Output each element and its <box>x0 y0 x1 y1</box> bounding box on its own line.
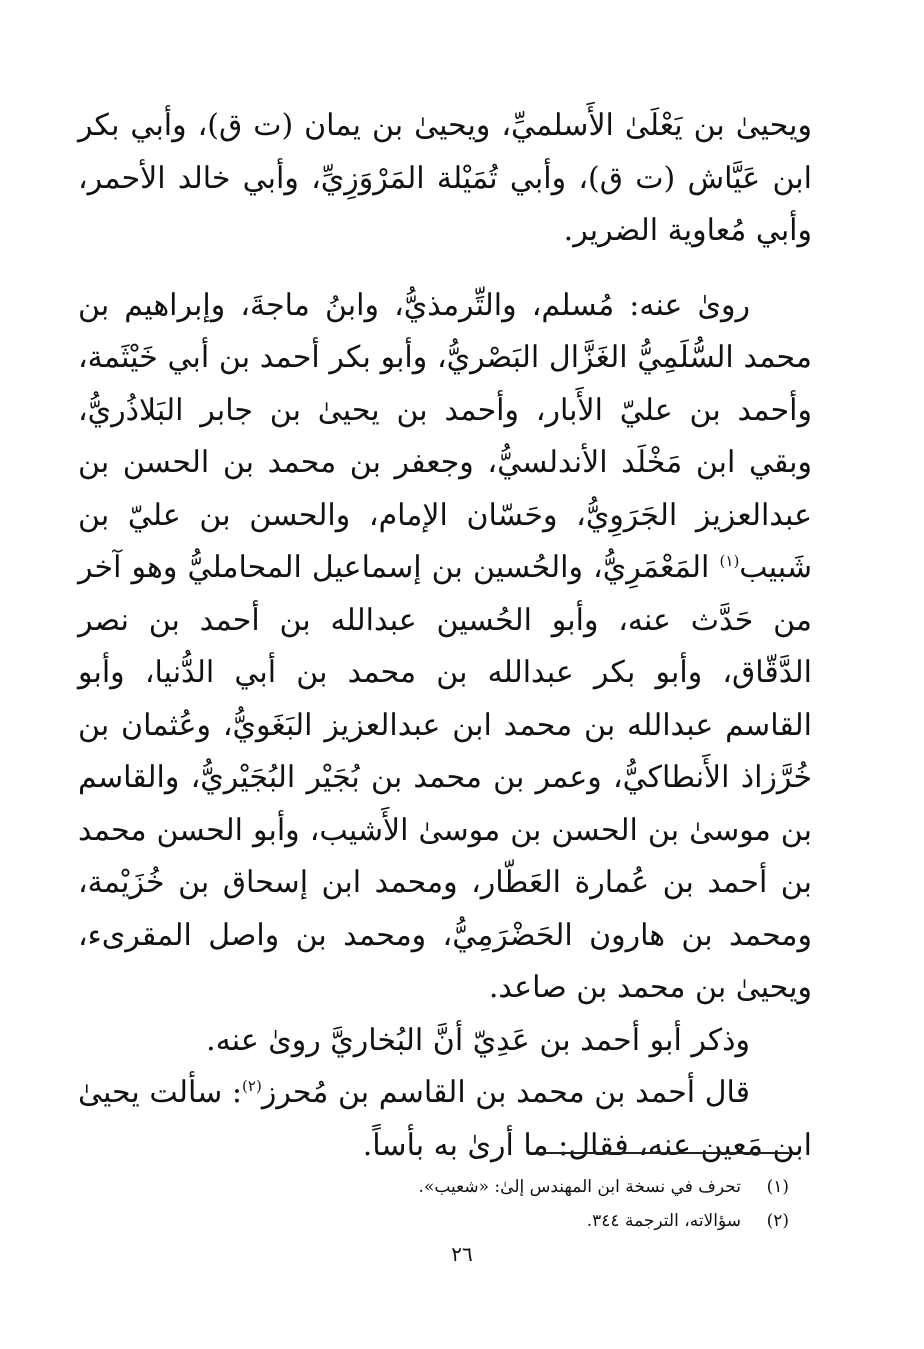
page-number: ٢٦ <box>451 1242 473 1266</box>
ibn-muhriz-text-part-1: قال أحمد بن محمد بن القاسم بن مُحرز <box>261 1075 751 1110</box>
footnote-separator <box>539 1152 789 1154</box>
footnote-text: سؤالاته، الترجمة ٣٤٤. <box>586 1211 741 1231</box>
footnote-ref-1[interactable]: (١) <box>719 552 740 570</box>
students-text-part-1: روىٰ عنه: مُسلم، والتِّرمذيُّ، وابنُ ماجةَ، وإبراهيم بن محمد السُّلَمِيُّ الغَزَّال البَصْريُّ، وأبو بكر أحمد بن أبي خَيْثَمة، وأحمد بن عليّ الأَبار، وأحمد بن يحيىٰ بن جابر البَلاذُريُّ، وبقي ابن مَخْلَد الأندلسيُّ، وجعفر بن محمد بن الحسن بن عبدالعزيز الجَرَوِيُّ، وحَسّان الإمام، والحسن بن عليّ بن شَبيب <box>78 287 812 585</box>
footnote-marker: (٢) <box>766 1211 789 1231</box>
paragraph-ibn-adi: وذكر أبو أحمد بن عَدِيّ أنَّ البُخاريَّ روىٰ عنه. <box>206 1022 750 1058</box>
footnote-1 <box>120 1170 789 1204</box>
main-text <box>78 100 812 1172</box>
footnote-ref-2[interactable]: (٢) <box>242 1077 262 1095</box>
ibn-muhriz-text-part-2: : سألت يحيىٰ ابن مَعين عنه، فقال: ما أرىٰ به بأساً. <box>78 1075 812 1163</box>
paragraph-ibn-muhriz <box>78 1067 812 1172</box>
footnote-text: تحرف في نسخة ابن المهندس إلىٰ: «شعيب». <box>418 1177 741 1197</box>
footnote-marker: (١) <box>766 1177 789 1197</box>
footnote-2 <box>120 1204 789 1238</box>
paragraph-students <box>78 280 812 1015</box>
paragraph-teachers-continued: ويحيىٰ بن يَعْلَىٰ الأَسلميِّ، ويحيىٰ بن يمان (ت ق)، وأبي بكر ابن عَيَّاش (ت ق)، وأبي تُمَيْلة المَرْوَزِيِّ، وأبي خالد الأحمر، وأبي مُعاوية الضرير. <box>78 108 812 248</box>
footnotes <box>120 1170 789 1238</box>
students-text-part-2: المَعْمَرِيُّ، والحُسين بن إسماعيل المحامليُّ وهو آخر من حَدَّث عنه، وأبو الحُسين عبدالله بن أحمد بن نصر الدَّقّاق، وأبو بكر عبدالله بن محمد بن أبي الدُّنيا، وأبو القاسم عبدالله بن محمد ابن عبدالعزيز البَغَويُّ، وعُثمان بن خُرَّزاذ الأَنطاكيُّ، وعمر بن محمد بن بُجَيْر البُجَيْريُّ، والقاسم بن موسىٰ بن الحسن بن موسىٰ الأَشيب، وأبو الحسن محمد بن أحمد بن عُمارة العَطّار، ومحمد ابن إسحاق بن خُزَيْمة، ومحمد بن هارون الحَضْرَمِيُّ، ومحمد بن واصل المقرىء، ويحيىٰ بن محمد بن صاعد. <box>78 550 812 1005</box>
